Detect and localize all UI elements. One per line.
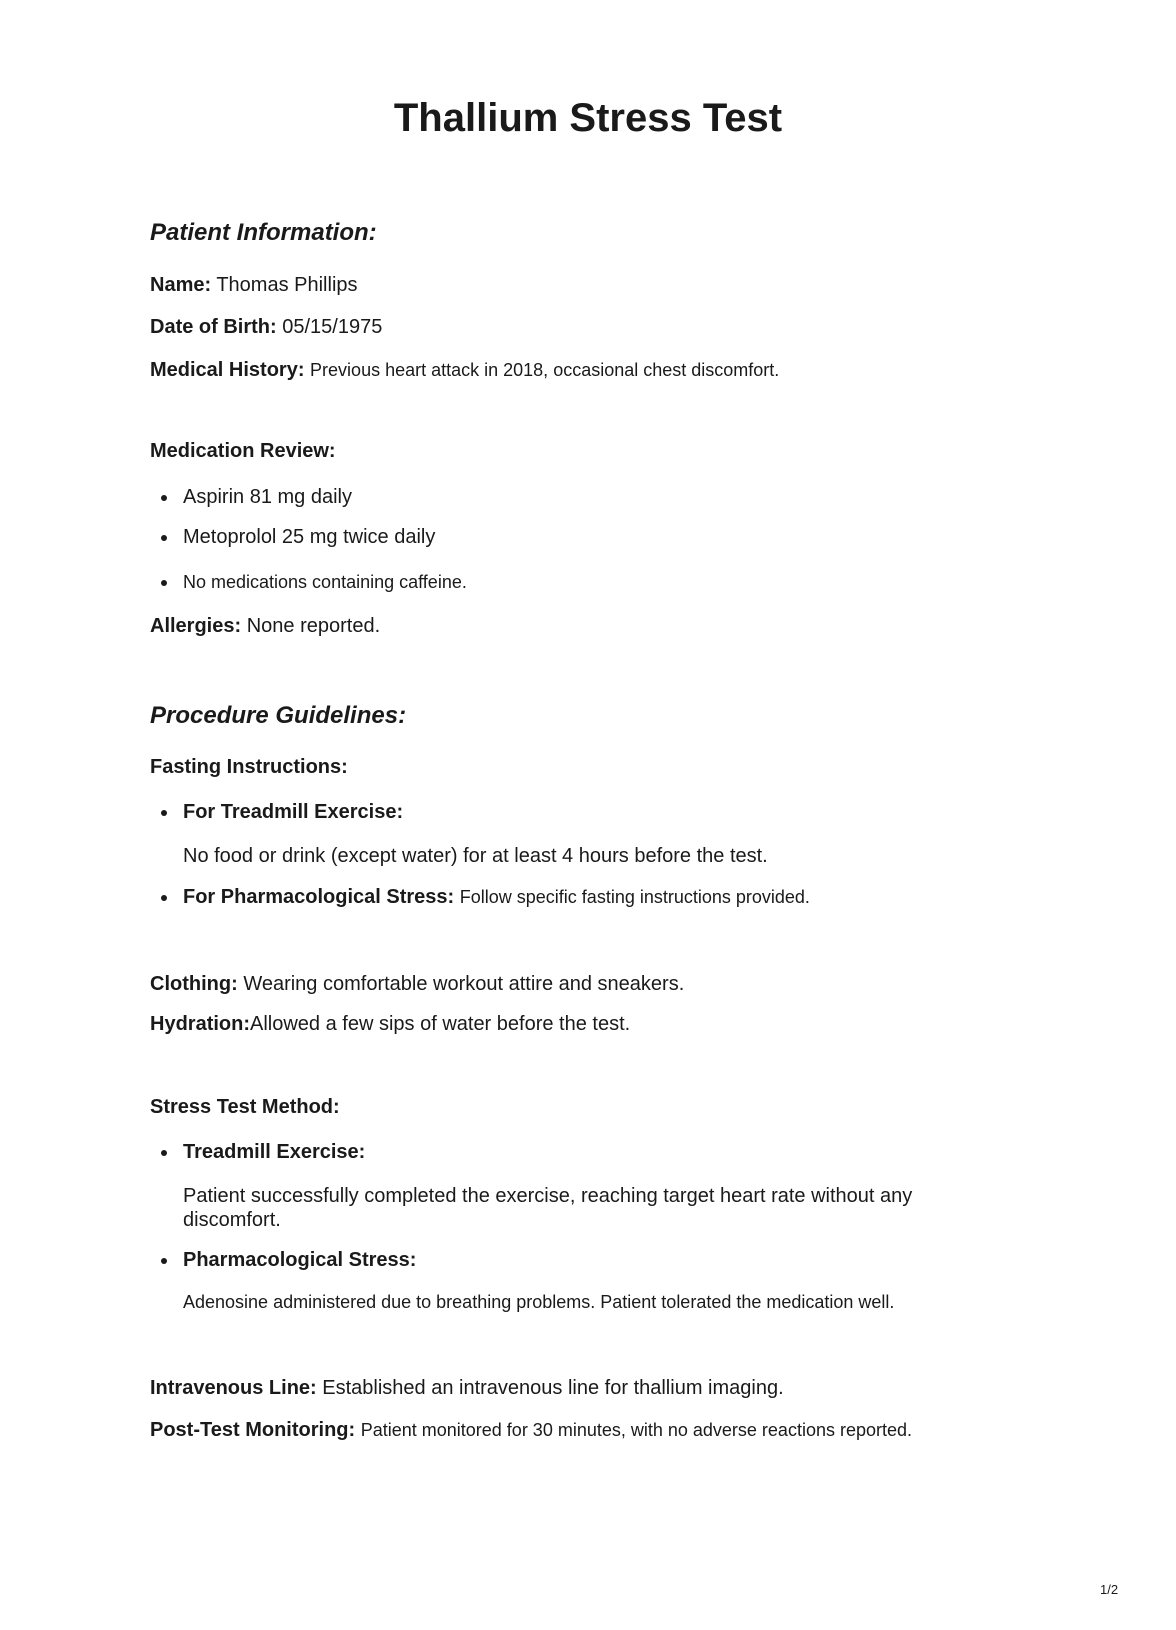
history-row — [150, 358, 779, 382]
fasting-treadmill-label: For Treadmill Exercise: — [183, 801, 404, 823]
page-title: Thallium Stress Test — [393, 96, 783, 140]
clothing-label: Clothing: — [150, 973, 238, 995]
name-row — [150, 273, 358, 297]
iv-row — [150, 1376, 784, 1400]
fasting-treadmill-text: No food or drink (except water) for at least 4 hours before the test. — [183, 845, 768, 867]
method-treadmill-label: Treadmill Exercise: — [183, 1141, 366, 1163]
post-test-row — [150, 1418, 912, 1442]
method-pharm-text: Adenosine administered due to breathing problems. Patient tolerated the medication well. — [183, 1292, 895, 1312]
allergies-value: None reported. — [246, 615, 381, 637]
iv-label: Intravenous Line: — [150, 1377, 317, 1399]
medication-item: No medications containing caffeine. — [183, 572, 467, 592]
name-value: Thomas Phillips — [216, 274, 358, 296]
dob-value: 05/15/1975 — [282, 316, 383, 338]
allergies-row — [150, 614, 380, 638]
medication-item: Aspirin 81 mg daily — [183, 486, 352, 508]
hydration-row — [150, 1012, 630, 1036]
post-test-label: Post-Test Monitoring: — [150, 1419, 356, 1441]
dob-label: Date of Birth: — [150, 316, 277, 338]
method-treadmill-text-2: discomfort. — [183, 1209, 281, 1231]
history-value: Previous heart attack in 2018, occasional chest discomfort. — [310, 360, 780, 380]
clothing-row — [150, 972, 684, 996]
fasting-pharm-text: Follow specific fasting instructions provided. — [459, 887, 810, 907]
allergies-label: Allergies: — [150, 615, 242, 637]
fasting-heading: Fasting Instructions: — [150, 756, 348, 778]
clothing-value: Wearing comfortable workout attire and sneakers. — [243, 973, 685, 995]
section-heading-procedure: Procedure Guidelines: — [150, 702, 407, 729]
page-number: 1/2 — [1100, 1582, 1119, 1597]
dob-row — [150, 315, 382, 339]
method-treadmill-text-1: Patient successfully completed the exercise, reaching target heart rate without any — [183, 1185, 913, 1207]
fasting-pharm-label: For Pharmacological Stress: — [183, 886, 455, 908]
medication-heading: Medication Review: — [150, 440, 336, 462]
iv-value: Established an intravenous line for thallium imaging. — [322, 1377, 784, 1399]
fasting-pharm-row — [183, 885, 810, 909]
history-label: Medical History: — [150, 359, 305, 381]
section-heading-patient-info: Patient Information: — [150, 219, 377, 246]
hydration-value: Allowed a few sips of water before the test. — [250, 1013, 631, 1035]
name-label: Name: — [150, 274, 212, 296]
post-test-value: Patient monitored for 30 minutes, with no adverse reactions reported. — [360, 1420, 913, 1440]
medication-item: Metoprolol 25 mg twice daily — [183, 526, 436, 548]
method-heading: Stress Test Method: — [150, 1096, 340, 1118]
method-pharm-label: Pharmacological Stress: — [183, 1249, 417, 1271]
hydration-label: Hydration: — [150, 1013, 250, 1035]
